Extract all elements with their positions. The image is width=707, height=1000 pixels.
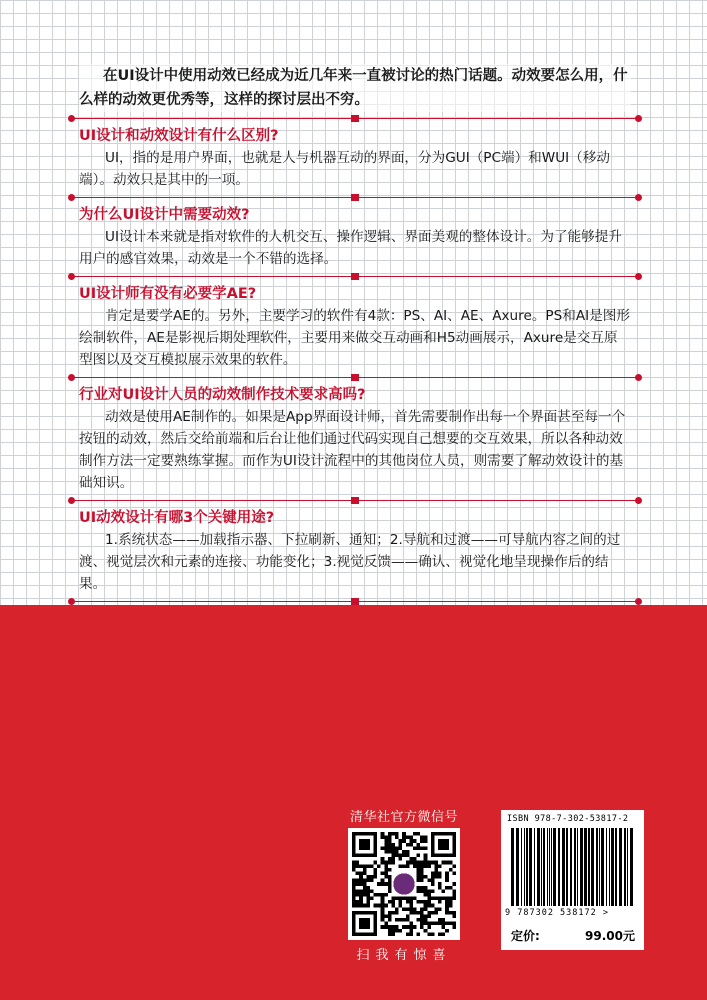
section-title: 行业对UI设计人员的动效制作技术要求高吗? <box>79 387 366 403</box>
section-divider <box>71 601 639 602</box>
divider-square-icon <box>351 273 359 280</box>
divider-dot-icon <box>635 598 642 605</box>
divider-square-icon <box>351 598 359 605</box>
divider-square-icon <box>351 374 359 381</box>
divider-dot-icon <box>68 497 75 504</box>
qr-code-graphic <box>352 832 456 936</box>
barcode-card <box>501 810 644 950</box>
barcode-digits: 9 787302 538172 > <box>505 908 609 918</box>
divider-dot-icon <box>68 194 75 201</box>
divider-dot-icon <box>635 115 642 122</box>
isbn-text: ISBN 978-7-302-53817-2 <box>507 814 629 824</box>
price-label: 定价: <box>511 929 540 943</box>
intro-paragraph: 在UI设计中使用动效已经成为近几年来一直被讨论的热门话题。动效要怎么用，什么样的动效更优秀等，这样的探讨层出不穷。 <box>79 64 631 112</box>
barcode-icon <box>511 828 633 906</box>
qr-title: 清华社官方微信号 <box>349 810 458 825</box>
qr-caption: 扫我有惊喜 <box>356 948 452 963</box>
qr-block <box>344 806 464 963</box>
section-divider <box>71 377 639 378</box>
divider-square-icon <box>351 194 359 201</box>
section-body: 动效是使用AE制作的。如果是App界面设计师，首先需要制作出每一个界面甚至每一个按钮的动效，然后交给前端和后台让他们通过代码实现自己想要的交互效果，所以各种动效制作方法一定要熟练掌握。而作为UI设计流程中的其他岗位人员，则需要了解动效设计的基础知识。 <box>79 409 626 491</box>
section-title: UI设计和动效设计有什么区别? <box>79 128 279 144</box>
section-body: 肯定是要学AE的。另外，主要学习的软件有4款：PS、AI、AE、Axure。PS和AI是图形绘制软件，AE是影视后期处理软件，主要用来做交互动画和H5动画展示，Axure是交互原型图以及交互模拟展示效果的软件。 <box>79 308 630 368</box>
divider-dot-icon <box>68 115 75 122</box>
section-divider <box>71 118 639 119</box>
divider-dot-icon <box>68 273 75 280</box>
main-content <box>79 64 631 608</box>
divider-dot-icon <box>635 273 642 280</box>
section-divider <box>71 276 639 277</box>
section-title: UI动效设计有哪3个关键用途? <box>79 510 275 526</box>
section-title: UI设计师有没有必要学AE? <box>79 286 257 302</box>
divider-square-icon <box>351 497 359 504</box>
divider-dot-icon <box>68 598 75 605</box>
sections-list <box>79 118 631 602</box>
divider-square-icon <box>351 115 359 122</box>
price-row <box>511 927 635 944</box>
divider-dot-icon <box>635 194 642 201</box>
price-value: 99.00元 <box>585 929 635 943</box>
section-title: 为什么UI设计中需要动效? <box>79 207 250 223</box>
section-divider <box>71 500 639 501</box>
section-body: UI设计本来就是指对软件的人机交互、操作逻辑、界面美观的整体设计。为了能够提升用户的感官效果，动效是一个不错的选择。 <box>79 229 622 267</box>
divider-dot-icon <box>635 374 642 381</box>
section-divider <box>71 197 639 198</box>
divider-dot-icon <box>635 497 642 504</box>
qr-code-icon <box>348 828 460 940</box>
divider-dot-icon <box>68 374 75 381</box>
section-body: 1.系统状态——加载指示器、下拉刷新、通知；2.导航和过渡——可导航内容之间的过渡、视觉层次和元素的连接、功能变化；3.视觉反馈——确认、视觉化地呈现操作后的结果。 <box>79 532 621 592</box>
section-body: UI，指的是用户界面，也就是人与机器互动的界面，分为GUI（PC端）和WUI（移动端）。动效只是其中的一项。 <box>79 150 610 188</box>
